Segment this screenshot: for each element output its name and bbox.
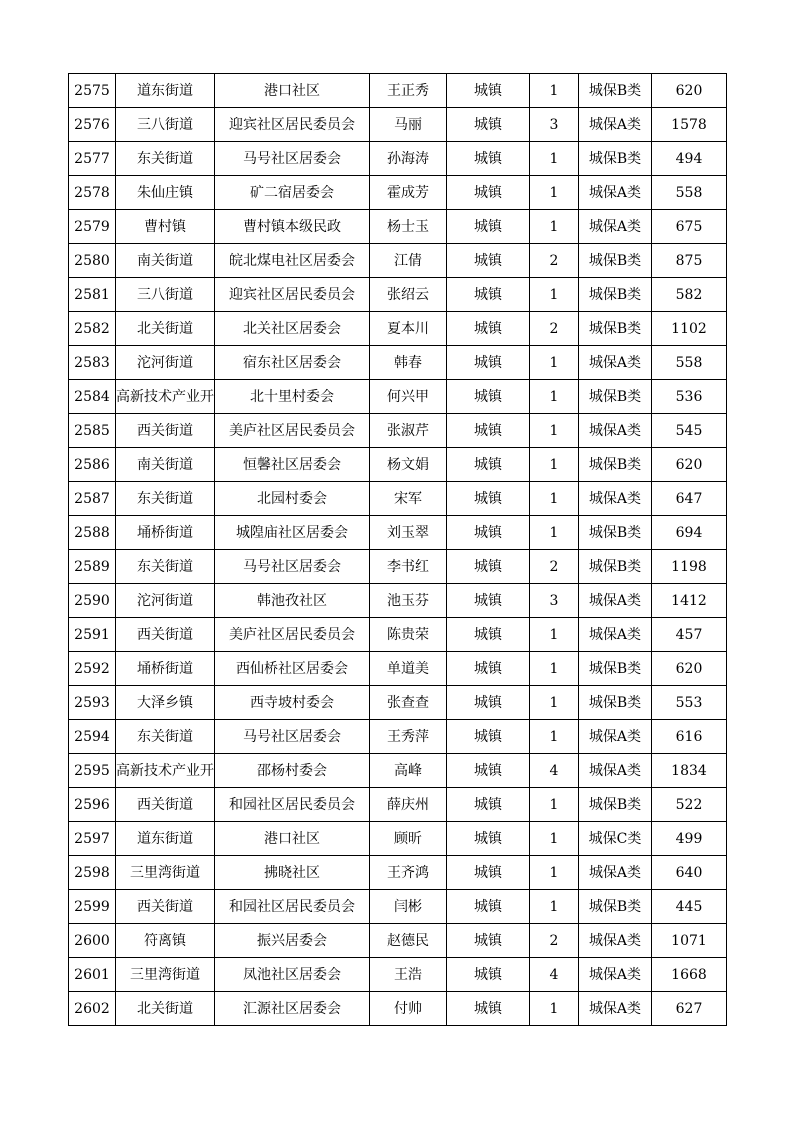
category-cell: 城保A类 xyxy=(579,176,652,210)
household-size-cell: 1 xyxy=(530,346,579,380)
table-row xyxy=(69,346,727,380)
amount-cell: 620 xyxy=(652,652,727,686)
record-id-cell: 2592 xyxy=(69,652,116,686)
record-id-cell: 2582 xyxy=(69,312,116,346)
name-cell: 宋军 xyxy=(370,482,447,516)
record-id-cell: 2601 xyxy=(69,958,116,992)
category-cell: 城保B类 xyxy=(579,312,652,346)
street-cell: 西关街道 xyxy=(116,618,215,652)
records-table xyxy=(68,73,727,1026)
name-cell: 池玉芬 xyxy=(370,584,447,618)
record-id-cell: 2581 xyxy=(69,278,116,312)
amount-cell: 1668 xyxy=(652,958,727,992)
street-cell: 三八街道 xyxy=(116,278,215,312)
street-cell: 曹村镇 xyxy=(116,210,215,244)
community-cell: 韩池孜社区 xyxy=(215,584,370,618)
amount-cell: 445 xyxy=(652,890,727,924)
street-cell: 符离镇 xyxy=(116,924,215,958)
household-size-cell: 1 xyxy=(530,618,579,652)
record-id-cell: 2587 xyxy=(69,482,116,516)
record-id-cell: 2575 xyxy=(69,74,116,108)
community-cell: 振兴居委会 xyxy=(215,924,370,958)
table-row xyxy=(69,244,727,278)
amount-cell: 1578 xyxy=(652,108,727,142)
table-row xyxy=(69,856,727,890)
name-cell: 王浩 xyxy=(370,958,447,992)
area-type-cell: 城镇 xyxy=(447,550,530,584)
category-cell: 城保B类 xyxy=(579,278,652,312)
household-size-cell: 1 xyxy=(530,482,579,516)
area-type-cell: 城镇 xyxy=(447,856,530,890)
street-cell: 南关街道 xyxy=(116,244,215,278)
street-cell: 东关街道 xyxy=(116,720,215,754)
amount-cell: 1834 xyxy=(652,754,727,788)
category-cell: 城保B类 xyxy=(579,788,652,822)
record-id-cell: 2589 xyxy=(69,550,116,584)
name-cell: 杨士玉 xyxy=(370,210,447,244)
name-cell: 顾昕 xyxy=(370,822,447,856)
category-cell: 城保A类 xyxy=(579,856,652,890)
street-cell: 西关街道 xyxy=(116,414,215,448)
area-type-cell: 城镇 xyxy=(447,278,530,312)
community-cell: 拂晓社区 xyxy=(215,856,370,890)
street-cell: 沱河街道 xyxy=(116,584,215,618)
table-row xyxy=(69,312,727,346)
category-cell: 城保A类 xyxy=(579,414,652,448)
table-row xyxy=(69,482,727,516)
record-id-cell: 2577 xyxy=(69,142,116,176)
household-size-cell: 1 xyxy=(530,516,579,550)
name-cell: 王秀萍 xyxy=(370,720,447,754)
name-cell: 付帅 xyxy=(370,992,447,1026)
street-cell: 东关街道 xyxy=(116,142,215,176)
community-cell: 马号社区居委会 xyxy=(215,720,370,754)
name-cell: 马丽 xyxy=(370,108,447,142)
household-size-cell: 1 xyxy=(530,380,579,414)
household-size-cell: 1 xyxy=(530,74,579,108)
household-size-cell: 2 xyxy=(530,550,579,584)
table-row xyxy=(69,992,727,1026)
amount-cell: 494 xyxy=(652,142,727,176)
record-id-cell: 2597 xyxy=(69,822,116,856)
name-cell: 陈贵荣 xyxy=(370,618,447,652)
street-cell: 三八街道 xyxy=(116,108,215,142)
name-cell: 杨文娟 xyxy=(370,448,447,482)
table-row xyxy=(69,210,727,244)
record-id-cell: 2600 xyxy=(69,924,116,958)
record-id-cell: 2593 xyxy=(69,686,116,720)
amount-cell: 675 xyxy=(652,210,727,244)
street-cell: 道东街道 xyxy=(116,822,215,856)
community-cell: 北十里村委会 xyxy=(215,380,370,414)
category-cell: 城保A类 xyxy=(579,720,652,754)
amount-cell: 457 xyxy=(652,618,727,652)
street-cell: 西关街道 xyxy=(116,788,215,822)
household-size-cell: 3 xyxy=(530,584,579,618)
name-cell: 张淑芹 xyxy=(370,414,447,448)
name-cell: 孙海涛 xyxy=(370,142,447,176)
community-cell: 凤池社区居委会 xyxy=(215,958,370,992)
name-cell: 薛庆州 xyxy=(370,788,447,822)
table-row xyxy=(69,890,727,924)
street-cell: 三里湾街道 xyxy=(116,856,215,890)
name-cell: 李书红 xyxy=(370,550,447,584)
category-cell: 城保A类 xyxy=(579,754,652,788)
area-type-cell: 城镇 xyxy=(447,584,530,618)
table-row xyxy=(69,414,727,448)
category-cell: 城保B类 xyxy=(579,448,652,482)
household-size-cell: 1 xyxy=(530,210,579,244)
category-cell: 城保A类 xyxy=(579,346,652,380)
community-cell: 曹村镇本级民政 xyxy=(215,210,370,244)
area-type-cell: 城镇 xyxy=(447,618,530,652)
name-cell: 赵德民 xyxy=(370,924,447,958)
category-cell: 城保C类 xyxy=(579,822,652,856)
name-cell: 闫彬 xyxy=(370,890,447,924)
table-row xyxy=(69,448,727,482)
amount-cell: 545 xyxy=(652,414,727,448)
name-cell: 夏本川 xyxy=(370,312,447,346)
household-size-cell: 1 xyxy=(530,720,579,754)
community-cell: 马号社区居委会 xyxy=(215,142,370,176)
community-cell: 皖北煤电社区居委会 xyxy=(215,244,370,278)
category-cell: 城保B类 xyxy=(579,686,652,720)
amount-cell: 627 xyxy=(652,992,727,1026)
record-id-cell: 2583 xyxy=(69,346,116,380)
household-size-cell: 1 xyxy=(530,992,579,1026)
community-cell: 港口社区 xyxy=(215,74,370,108)
household-size-cell: 1 xyxy=(530,652,579,686)
household-size-cell: 1 xyxy=(530,890,579,924)
area-type-cell: 城镇 xyxy=(447,652,530,686)
table-row xyxy=(69,720,727,754)
amount-cell: 1071 xyxy=(652,924,727,958)
amount-cell: 694 xyxy=(652,516,727,550)
household-size-cell: 1 xyxy=(530,822,579,856)
street-cell: 朱仙庄镇 xyxy=(116,176,215,210)
record-id-cell: 2580 xyxy=(69,244,116,278)
name-cell: 江倩 xyxy=(370,244,447,278)
community-cell: 矿二宿居委会 xyxy=(215,176,370,210)
area-type-cell: 城镇 xyxy=(447,958,530,992)
category-cell: 城保A类 xyxy=(579,992,652,1026)
household-size-cell: 1 xyxy=(530,176,579,210)
table-row xyxy=(69,108,727,142)
street-cell: 高新技术产业开 xyxy=(116,380,215,414)
area-type-cell: 城镇 xyxy=(447,312,530,346)
table-row xyxy=(69,550,727,584)
area-type-cell: 城镇 xyxy=(447,720,530,754)
table-row xyxy=(69,618,727,652)
community-cell: 和园社区居民委员会 xyxy=(215,890,370,924)
category-cell: 城保B类 xyxy=(579,550,652,584)
area-type-cell: 城镇 xyxy=(447,890,530,924)
record-id-cell: 2586 xyxy=(69,448,116,482)
household-size-cell: 1 xyxy=(530,686,579,720)
street-cell: 南关街道 xyxy=(116,448,215,482)
name-cell: 刘玉翠 xyxy=(370,516,447,550)
table-row xyxy=(69,176,727,210)
record-id-cell: 2579 xyxy=(69,210,116,244)
household-size-cell: 1 xyxy=(530,278,579,312)
area-type-cell: 城镇 xyxy=(447,448,530,482)
amount-cell: 499 xyxy=(652,822,727,856)
name-cell: 张绍云 xyxy=(370,278,447,312)
amount-cell: 536 xyxy=(652,380,727,414)
amount-cell: 620 xyxy=(652,74,727,108)
record-id-cell: 2596 xyxy=(69,788,116,822)
household-size-cell: 4 xyxy=(530,754,579,788)
household-size-cell: 1 xyxy=(530,448,579,482)
household-size-cell: 1 xyxy=(530,856,579,890)
table-row xyxy=(69,278,727,312)
record-id-cell: 2599 xyxy=(69,890,116,924)
category-cell: 城保A类 xyxy=(579,584,652,618)
community-cell: 恒馨社区居委会 xyxy=(215,448,370,482)
name-cell: 王正秀 xyxy=(370,74,447,108)
name-cell: 霍成芳 xyxy=(370,176,447,210)
community-cell: 马号社区居委会 xyxy=(215,550,370,584)
amount-cell: 522 xyxy=(652,788,727,822)
table-row xyxy=(69,686,727,720)
street-cell: 埇桥街道 xyxy=(116,516,215,550)
community-cell: 城隍庙社区居委会 xyxy=(215,516,370,550)
area-type-cell: 城镇 xyxy=(447,686,530,720)
amount-cell: 616 xyxy=(652,720,727,754)
street-cell: 高新技术产业开 xyxy=(116,754,215,788)
table-row xyxy=(69,958,727,992)
household-size-cell: 2 xyxy=(530,312,579,346)
household-size-cell: 1 xyxy=(530,788,579,822)
table-row xyxy=(69,516,727,550)
area-type-cell: 城镇 xyxy=(447,380,530,414)
community-cell: 西寺坡村委会 xyxy=(215,686,370,720)
area-type-cell: 城镇 xyxy=(447,244,530,278)
street-cell: 西关街道 xyxy=(116,890,215,924)
street-cell: 东关街道 xyxy=(116,482,215,516)
area-type-cell: 城镇 xyxy=(447,788,530,822)
category-cell: 城保B类 xyxy=(579,516,652,550)
street-cell: 沱河街道 xyxy=(116,346,215,380)
community-cell: 西仙桥社区居委会 xyxy=(215,652,370,686)
community-cell: 迎宾社区居民委员会 xyxy=(215,108,370,142)
street-cell: 大泽乡镇 xyxy=(116,686,215,720)
street-cell: 三里湾街道 xyxy=(116,958,215,992)
community-cell: 北关社区居委会 xyxy=(215,312,370,346)
record-id-cell: 2584 xyxy=(69,380,116,414)
area-type-cell: 城镇 xyxy=(447,992,530,1026)
amount-cell: 875 xyxy=(652,244,727,278)
area-type-cell: 城镇 xyxy=(447,516,530,550)
amount-cell: 1198 xyxy=(652,550,727,584)
category-cell: 城保A类 xyxy=(579,958,652,992)
table-row xyxy=(69,74,727,108)
record-id-cell: 2594 xyxy=(69,720,116,754)
table-row xyxy=(69,380,727,414)
amount-cell: 620 xyxy=(652,448,727,482)
category-cell: 城保B类 xyxy=(579,890,652,924)
record-id-cell: 2578 xyxy=(69,176,116,210)
category-cell: 城保A类 xyxy=(579,210,652,244)
name-cell: 何兴甲 xyxy=(370,380,447,414)
table-row xyxy=(69,788,727,822)
record-id-cell: 2602 xyxy=(69,992,116,1026)
amount-cell: 1102 xyxy=(652,312,727,346)
category-cell: 城保A类 xyxy=(579,618,652,652)
name-cell: 单道美 xyxy=(370,652,447,686)
table-row xyxy=(69,142,727,176)
record-id-cell: 2588 xyxy=(69,516,116,550)
area-type-cell: 城镇 xyxy=(447,482,530,516)
household-size-cell: 1 xyxy=(530,142,579,176)
street-cell: 埇桥街道 xyxy=(116,652,215,686)
amount-cell: 1412 xyxy=(652,584,727,618)
table-row xyxy=(69,822,727,856)
category-cell: 城保B类 xyxy=(579,142,652,176)
area-type-cell: 城镇 xyxy=(447,74,530,108)
community-cell: 北园村委会 xyxy=(215,482,370,516)
community-cell: 美庐社区居民委员会 xyxy=(215,414,370,448)
record-id-cell: 2590 xyxy=(69,584,116,618)
household-size-cell: 4 xyxy=(530,958,579,992)
household-size-cell: 3 xyxy=(530,108,579,142)
amount-cell: 640 xyxy=(652,856,727,890)
area-type-cell: 城镇 xyxy=(447,414,530,448)
name-cell: 高峰 xyxy=(370,754,447,788)
amount-cell: 647 xyxy=(652,482,727,516)
record-id-cell: 2595 xyxy=(69,754,116,788)
street-cell: 东关街道 xyxy=(116,550,215,584)
area-type-cell: 城镇 xyxy=(447,754,530,788)
area-type-cell: 城镇 xyxy=(447,346,530,380)
name-cell: 王齐鸿 xyxy=(370,856,447,890)
area-type-cell: 城镇 xyxy=(447,108,530,142)
household-size-cell: 1 xyxy=(530,414,579,448)
community-cell: 和园社区居民委员会 xyxy=(215,788,370,822)
community-cell: 港口社区 xyxy=(215,822,370,856)
record-id-cell: 2585 xyxy=(69,414,116,448)
community-cell: 汇源社区居委会 xyxy=(215,992,370,1026)
amount-cell: 558 xyxy=(652,346,727,380)
category-cell: 城保B类 xyxy=(579,380,652,414)
community-cell: 迎宾社区居民委员会 xyxy=(215,278,370,312)
name-cell: 张查查 xyxy=(370,686,447,720)
community-cell: 宿东社区居委会 xyxy=(215,346,370,380)
area-type-cell: 城镇 xyxy=(447,822,530,856)
area-type-cell: 城镇 xyxy=(447,210,530,244)
records-table-body xyxy=(69,74,727,1026)
category-cell: 城保A类 xyxy=(579,924,652,958)
area-type-cell: 城镇 xyxy=(447,142,530,176)
category-cell: 城保A类 xyxy=(579,108,652,142)
table-row xyxy=(69,584,727,618)
community-cell: 美庐社区居民委员会 xyxy=(215,618,370,652)
household-size-cell: 2 xyxy=(530,924,579,958)
amount-cell: 553 xyxy=(652,686,727,720)
area-type-cell: 城镇 xyxy=(447,176,530,210)
street-cell: 道东街道 xyxy=(116,74,215,108)
table-row xyxy=(69,652,727,686)
amount-cell: 582 xyxy=(652,278,727,312)
record-id-cell: 2591 xyxy=(69,618,116,652)
category-cell: 城保B类 xyxy=(579,74,652,108)
category-cell: 城保B类 xyxy=(579,244,652,278)
table-row xyxy=(69,754,727,788)
category-cell: 城保A类 xyxy=(579,482,652,516)
street-cell: 北关街道 xyxy=(116,992,215,1026)
category-cell: 城保B类 xyxy=(579,652,652,686)
name-cell: 韩春 xyxy=(370,346,447,380)
amount-cell: 558 xyxy=(652,176,727,210)
household-size-cell: 2 xyxy=(530,244,579,278)
area-type-cell: 城镇 xyxy=(447,924,530,958)
record-id-cell: 2576 xyxy=(69,108,116,142)
street-cell: 北关街道 xyxy=(116,312,215,346)
community-cell: 邵杨村委会 xyxy=(215,754,370,788)
table-row xyxy=(69,924,727,958)
record-id-cell: 2598 xyxy=(69,856,116,890)
